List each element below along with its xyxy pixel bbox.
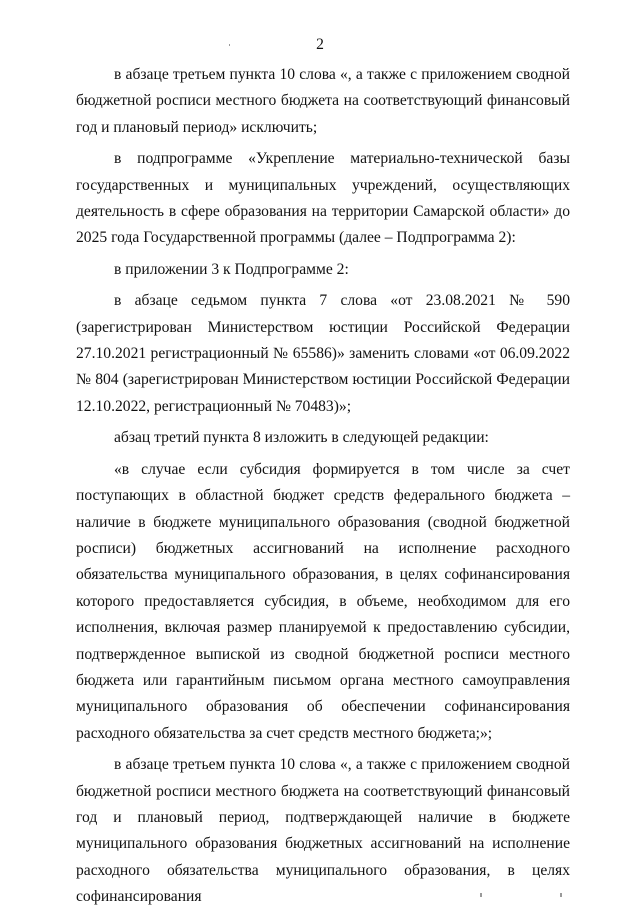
paragraph-1: в абзаце третьем пункта 10 слова «, а также с приложением сводной бюджетной росписи местного бюджета на соответствующий финансовый год и плановый период» исключить;: [76, 66, 570, 136]
paragraph-4: в абзаце седьмом пункта 7 слова «от 23.08.2021 № 590 (зарегистрирован Министерством юстиции Российской Федерации 27.10.2021 регистрационный № 65586)» заменить словами «от 06.09.2022 № 804 (зарегистрирован Министерством юстиции Российской Федерации 12.10.2022, регистрационный № 70483)»;: [76, 292, 570, 415]
paragraph-5: абзац третий пункта 8 изложить в следующей редакции:: [114, 429, 489, 447]
document-body: [76, 62, 570, 911]
scan-speck: [560, 893, 562, 897]
page-number: 2: [316, 36, 324, 53]
scan-speck: [229, 44, 230, 46]
paragraph-3: в приложении 3 к Подпрограмме 2:: [114, 260, 349, 278]
paragraph-7: в абзаце третьем пункта 10 слова «, а также с приложением сводной бюджетной росписи местного бюджета на соответствующий финансовый год и плановый период, подтверждающей наличие в бюджете муниципального образования бюджетных ассигнований на исполнение расходного обязательства муниципального образования, в целях софинансирования: [76, 756, 570, 906]
scan-speck: [480, 893, 482, 897]
paragraph-6: «в случае если субсидия формируется в том числе за счет поступающих в областной бюджет средств федерального бюджета – наличие в бюджете муниципального образования (сводной бюджетной росписи) бюджетных ассигнований на исполнение расходного обязательства муниципального образования, в целях софинансирования которого предоставляется субсидия, в объеме, необходимом для его исполнения, включая размер планируемой к предоставлению субсидии, подтвержденное выпиской из сводной бюджетной росписи местного бюджета или гарантийным письмом органа местного самоуправления муниципального образования об обеспечении софинансирования расходного обязательства за счет средств местного бюджета;»;: [76, 460, 570, 742]
paragraph-2: в подпрограмме «Укрепление материально-технической базы государственных и муниципальных учреждений, осуществляющих деятельность в сфере образования на территории Самарской области» до 2025 года Государственной программы (далее – Подпрограмма 2):: [76, 150, 570, 247]
